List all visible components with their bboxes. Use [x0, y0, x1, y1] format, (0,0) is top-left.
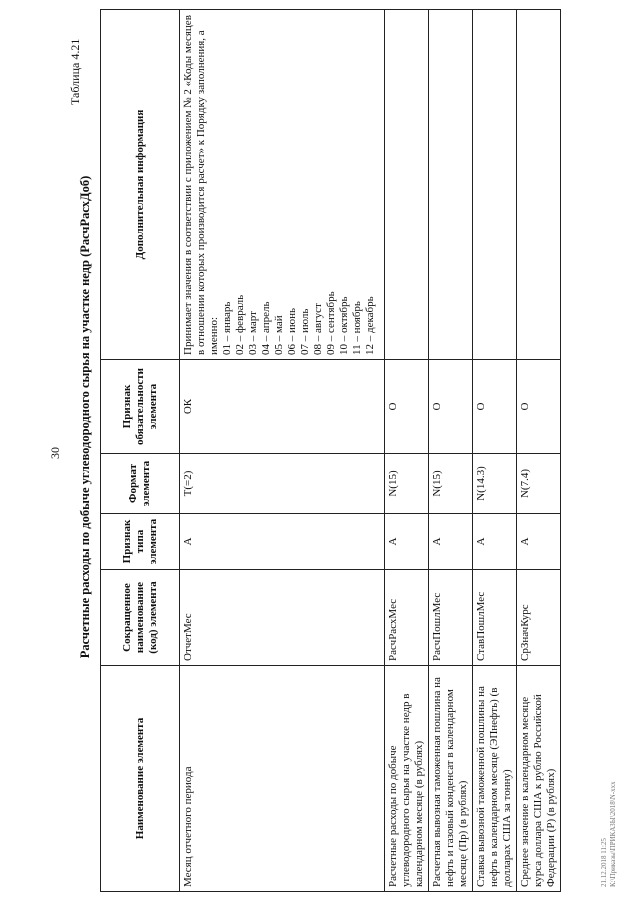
month-code: 01 – январь — [221, 301, 233, 355]
cell-code: СрЗначКурс — [517, 570, 561, 666]
cell-name: Расчетные расходы по добыче углеводородного сырья на участке недр в календарном месяце (в рублях) — [385, 666, 429, 892]
cell-type: А — [473, 514, 517, 570]
footer-stamp — [600, 781, 618, 887]
month-code: 05 – май — [273, 315, 285, 355]
header-format: Формат элемента — [101, 454, 180, 514]
table-row — [517, 10, 561, 892]
month-code: 08 – август — [312, 303, 324, 355]
cell-required: О — [473, 360, 517, 454]
cell-type: А — [180, 514, 385, 570]
cell-info — [517, 10, 561, 360]
header-name: Наименование элемента — [101, 666, 180, 892]
month-code: 02 – февраль — [234, 294, 246, 355]
cell-type: А — [385, 514, 429, 570]
cell-required: ОК — [180, 360, 385, 454]
cell-code: СтавПошлМес — [473, 570, 517, 666]
table-row — [473, 10, 517, 892]
cell-name: Расчетная вывозная таможенная пошлина на нефть и газовый конденсат в календарном месяце (Пр) (в рублях) — [429, 666, 473, 892]
cell-format: N(15) — [385, 454, 429, 514]
cell-required: О — [385, 360, 429, 454]
cell-type: А — [429, 514, 473, 570]
elements-table — [100, 9, 561, 892]
footer-line: К:\Приказы\ПРИКАЗЫ\2018\N-ххх — [609, 781, 617, 887]
footer-line: 21.12.2018 11:25 — [600, 838, 608, 887]
cell-required: О — [517, 360, 561, 454]
table-row — [429, 10, 473, 892]
table-number: Таблица 4.21 — [68, 38, 82, 105]
header-code: Сокращенное наименование (код) элемента — [101, 570, 180, 666]
cell-type: А — [517, 514, 561, 570]
cell-name: Месяц отчетного периода — [180, 666, 385, 892]
month-code-list — [221, 14, 377, 355]
page-number: 30 — [48, 447, 62, 459]
month-code: 10 – октябрь — [338, 296, 350, 355]
cell-info — [429, 10, 473, 360]
table-row — [385, 10, 429, 892]
cell-format: N(15) — [429, 454, 473, 514]
table-title: Расчетные расходы по добыче углеводородного сырья на участке недр (РасчРасхДоб) — [78, 175, 92, 659]
header-type: Признак типа элемента — [101, 514, 180, 570]
cell-info — [385, 10, 429, 360]
cell-name: Ставка вывозной таможенной пошлины на нефть в календарном месяце (ЭПнефть) (в долларах США за тонну) — [473, 666, 517, 892]
month-code: 11 – ноябрь — [351, 301, 363, 355]
cell-code: ОтчетМес — [180, 570, 385, 666]
header-required: Признак обязательности элемента — [101, 360, 180, 454]
header-row — [101, 10, 180, 892]
cell-info — [473, 10, 517, 360]
cell-format: N(14.3) — [473, 454, 517, 514]
month-code: 12 – декабрь — [364, 296, 376, 355]
month-code: 09 – сентябрь — [325, 291, 337, 355]
month-code: 03 – март — [247, 311, 259, 355]
month-code: 07 – июль — [299, 308, 311, 355]
header-info: Дополнительная информация — [101, 10, 180, 360]
cell-format: T(=2) — [180, 454, 385, 514]
cell-format: N(7.4) — [517, 454, 561, 514]
cell-code: РасчРасхМес — [385, 570, 429, 666]
cell-info — [180, 10, 385, 360]
month-code: 04 – апрель — [260, 301, 272, 355]
table-row — [180, 10, 385, 892]
cell-code: РасчПошлМес — [429, 570, 473, 666]
cell-name: Среднее значение в календарном месяце курса доллара США к рублю Российской Федерации (Р) (в рублях) — [517, 666, 561, 892]
month-code: 06 – июнь — [286, 307, 298, 355]
info-text: Принимает значения в соответствии с приложением № 2 «Коды месяцев в отношении которых производится расчет» к Порядку заполнения, а именно: — [182, 15, 220, 355]
cell-required: О — [429, 360, 473, 454]
